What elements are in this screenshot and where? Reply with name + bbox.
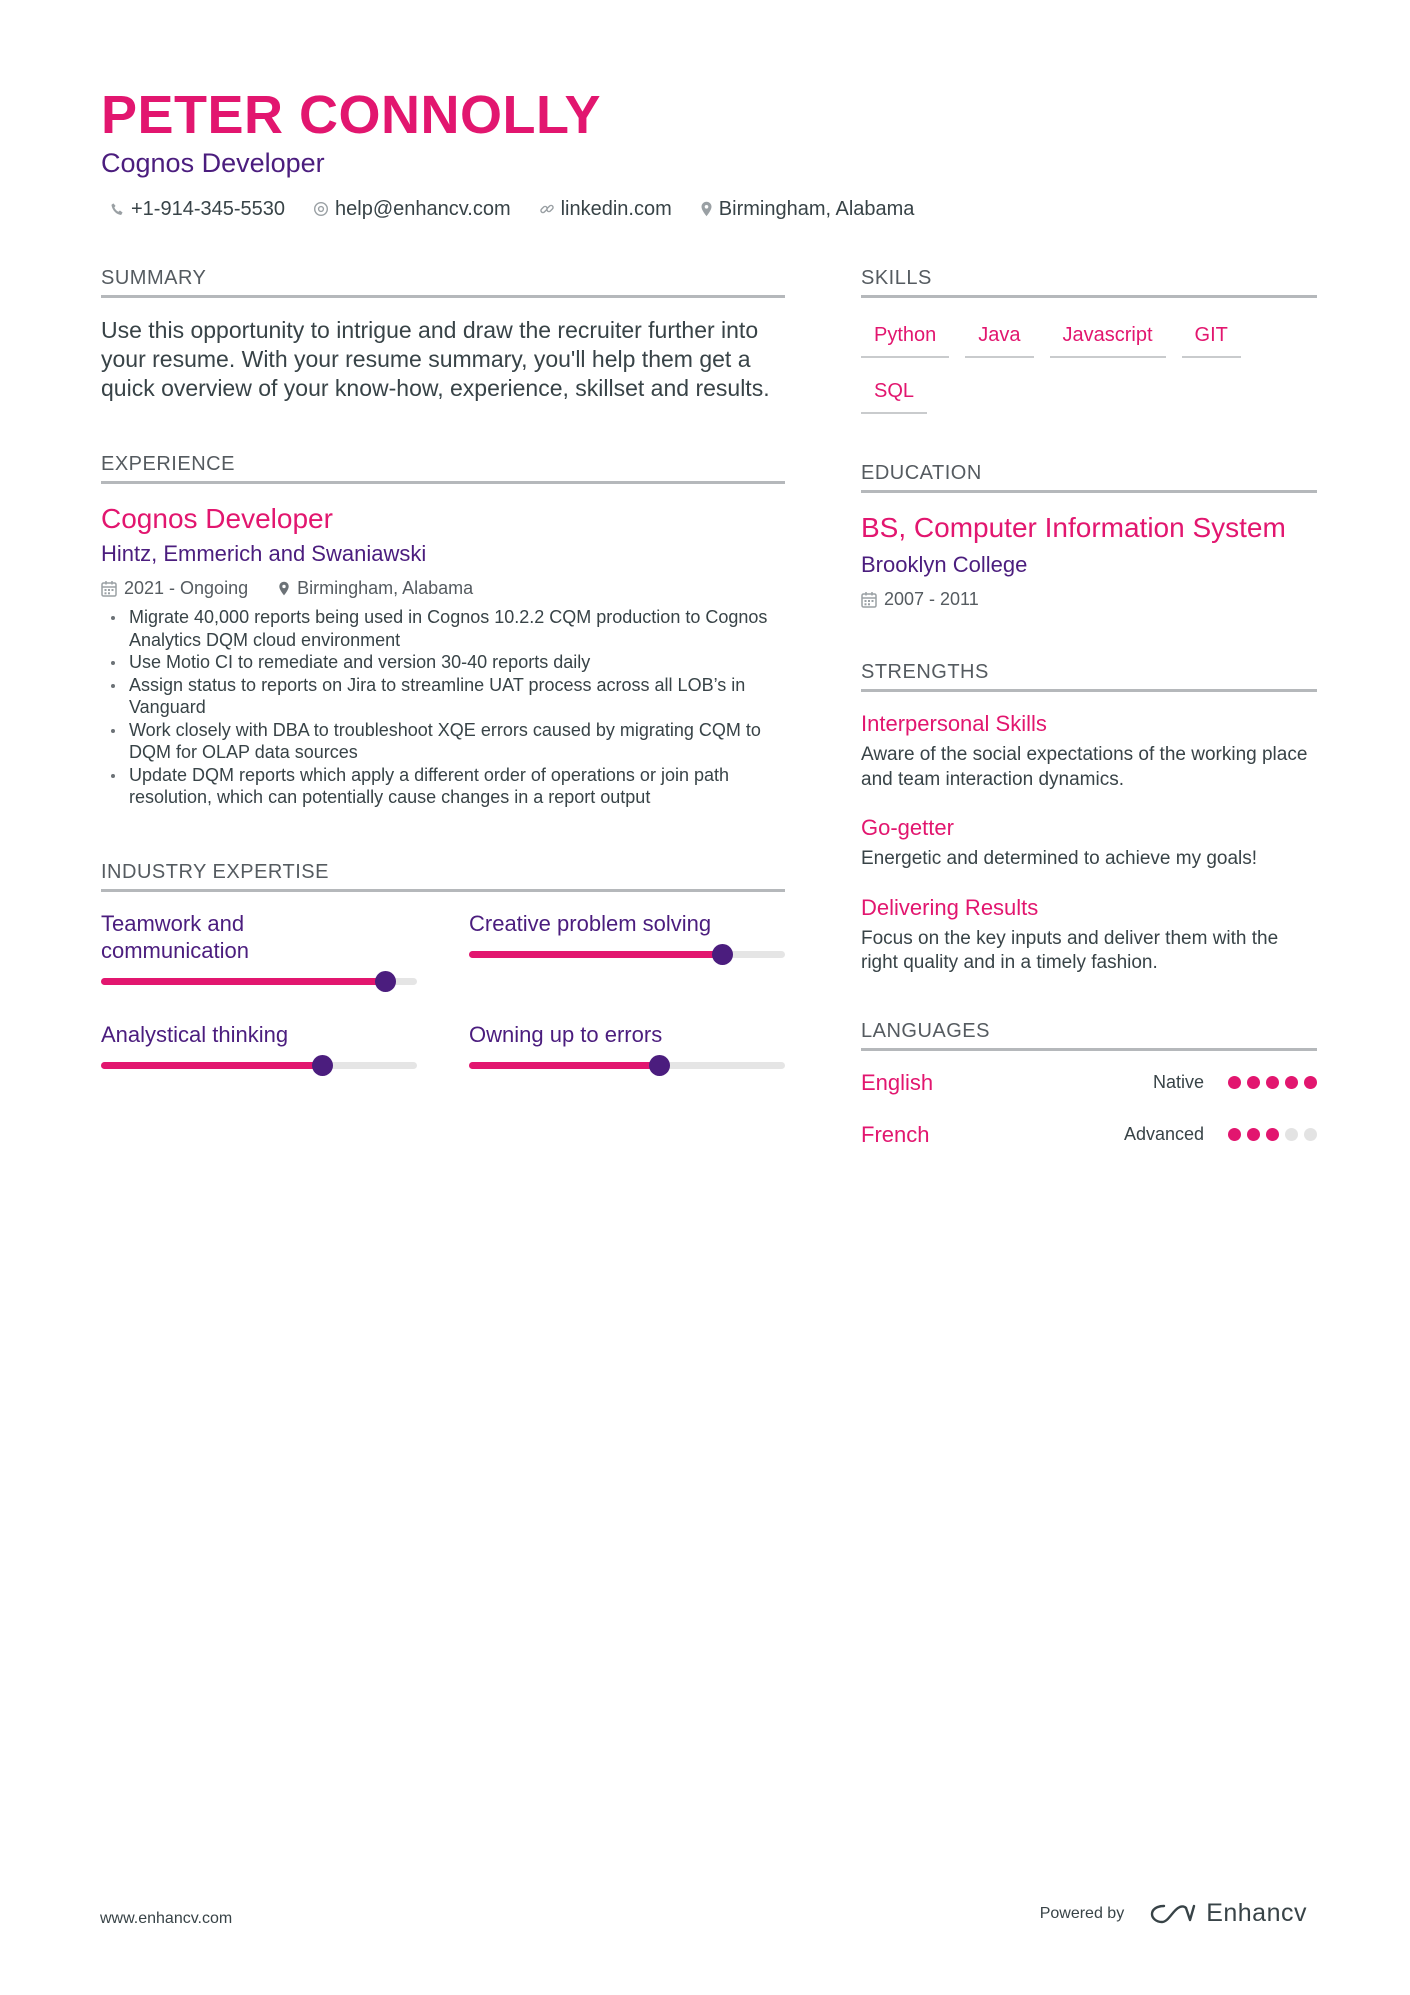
- expertise-grid: [101, 910, 785, 1069]
- footer-branding: [1040, 1899, 1307, 1928]
- strength-title: Interpersonal Skills: [861, 711, 1047, 736]
- strengths-heading: STRENGTHS: [861, 659, 1317, 692]
- education-meta: [861, 587, 1317, 611]
- expertise-item: [101, 1021, 417, 1069]
- expertise-section: [101, 859, 785, 1069]
- powered-by-text: Powered by: [1039, 1904, 1125, 1922]
- list-item: Assign status to reports on Jira to streamline UAT process across all LOB’s in Vanguard: [101, 674, 785, 719]
- experience-company: Hintz, Emmerich and Swaniawski: [101, 541, 427, 566]
- expertise-bar-fill: [469, 1062, 659, 1069]
- languages-section: [861, 1018, 1317, 1149]
- language-name: French: [861, 1121, 930, 1147]
- location-pin-icon: [278, 581, 290, 596]
- expertise-bar: [469, 1062, 785, 1069]
- phone-icon: [110, 202, 125, 217]
- language-level: Advanced: [1123, 1124, 1204, 1144]
- strength-title: Go-getter: [861, 815, 954, 840]
- contact-email[interactable]: [313, 196, 511, 222]
- list-item: Migrate 40,000 reports being used in Cognos 10.2.2 CQM production to Cognos Analytics DQM cloud environment: [101, 606, 785, 651]
- proficiency-dot: [1285, 1076, 1298, 1089]
- expertise-item: [469, 1021, 785, 1069]
- list-item: Work closely with DBA to troubleshoot XQE errors caused by migrating CQM to DQM for OLAP data sources: [101, 719, 785, 764]
- experience-location-text: Birmingham, Alabama: [297, 578, 474, 598]
- education-heading: EDUCATION: [861, 460, 1317, 493]
- expertise-bar-knob: [649, 1055, 670, 1076]
- calendar-icon: [861, 591, 877, 608]
- right-column: [861, 265, 1317, 1173]
- linkedin-text[interactable]: linkedin.com: [560, 198, 672, 220]
- expertise-item: [101, 910, 417, 985]
- education-school: Brooklyn College: [861, 552, 1028, 577]
- expertise-bar: [469, 951, 785, 958]
- experience-meta: [101, 576, 785, 600]
- proficiency-dot: [1304, 1076, 1317, 1089]
- language-row: [861, 1069, 1317, 1097]
- summary-heading: SUMMARY: [101, 265, 785, 298]
- expertise-bar-fill: [469, 951, 722, 958]
- calendar-icon: [101, 580, 117, 597]
- expertise-bar-fill: [101, 1062, 322, 1069]
- skills-heading: SKILLS: [861, 265, 1317, 298]
- skill-tag: SQL: [861, 372, 927, 414]
- experience-role: Cognos Developer: [101, 503, 333, 534]
- strength-item: [861, 894, 1317, 976]
- language-dots: [1222, 1128, 1317, 1141]
- contact-phone: [110, 196, 285, 222]
- strength-title: Delivering Results: [861, 894, 1039, 920]
- education-section: [861, 460, 1317, 611]
- language-proficiency: [1153, 1072, 1317, 1093]
- language-name: English: [861, 1069, 934, 1095]
- expertise-bar: [101, 1062, 417, 1069]
- proficiency-dot: [1266, 1076, 1279, 1089]
- summary-text: Use this opportunity to intrigue and draw the recruiter further into your resume. With your resume summary, you'll help them get a quick overview of your know-how, experience, skillset and results.: [101, 317, 770, 401]
- expertise-label: Analystical thinking: [101, 1021, 289, 1047]
- expertise-bar-knob: [312, 1055, 333, 1076]
- strength-item: [861, 814, 1317, 872]
- expertise-bar: [101, 978, 417, 985]
- strengths-section: [861, 659, 1317, 976]
- left-column: [101, 265, 785, 1069]
- expertise-heading: INDUSTRY EXPERTISE: [101, 859, 785, 892]
- contact-linkedin[interactable]: [539, 196, 672, 222]
- expertise-bar-knob: [375, 971, 396, 992]
- experience-dates: [101, 576, 248, 600]
- phone-text: +1-914-345-5530: [131, 198, 286, 220]
- proficiency-dot: [1304, 1128, 1317, 1141]
- candidate-title: Cognos Developer: [101, 148, 325, 178]
- expertise-item: [469, 910, 785, 985]
- skills-section: [861, 265, 1317, 414]
- languages-heading: LANGUAGES: [861, 1018, 1317, 1051]
- strength-desc: Focus on the key inputs and deliver them with the right quality and in a timely fashion.: [861, 927, 1279, 973]
- experience-dates-text: 2021 - Ongoing: [124, 578, 249, 598]
- expertise-label: Owning up to errors: [469, 1021, 663, 1047]
- footer-website[interactable]: www.enhancv.com: [100, 1910, 233, 1927]
- skill-tag: GIT: [1182, 316, 1241, 358]
- proficiency-dot: [1285, 1128, 1298, 1141]
- list-item: Update DQM reports which apply a different order of operations or join path resolution, which can potentially cause changes in a report output: [101, 764, 785, 809]
- expertise-bar-fill: [101, 978, 385, 985]
- language-dots: [1222, 1076, 1317, 1089]
- strength-desc: Aware of the social expectations of the working place and team interaction dynamics.: [861, 744, 1308, 790]
- skills-list: [861, 316, 1317, 414]
- skill-tag: Python: [861, 316, 949, 358]
- expertise-label: Teamwork and communication: [101, 910, 249, 963]
- proficiency-dot: [1228, 1076, 1241, 1089]
- summary-section: [101, 265, 785, 403]
- skill-tag: Java: [965, 316, 1033, 358]
- proficiency-dot: [1247, 1128, 1260, 1141]
- experience-bullets: [101, 606, 785, 809]
- location-text: Birmingham, Alabama: [718, 198, 915, 220]
- language-proficiency: [1124, 1124, 1317, 1145]
- enhancv-brand-text: Enhancv: [1206, 1899, 1307, 1927]
- expertise-bar-knob: [712, 944, 733, 965]
- experience-heading: EXPERIENCE: [101, 451, 785, 484]
- proficiency-dot: [1266, 1128, 1279, 1141]
- strength-desc: Energetic and determined to achieve my goals!: [861, 848, 1258, 869]
- location-pin-icon: [700, 201, 713, 217]
- language-level: Native: [1152, 1072, 1204, 1092]
- email-text[interactable]: help@enhancv.com: [335, 198, 511, 220]
- language-row: [861, 1121, 1317, 1149]
- candidate-name: PETER CONNOLLY: [101, 85, 602, 145]
- education-degree: BS, Computer Information System: [861, 512, 1286, 543]
- expertise-label: Creative problem solving: [469, 910, 712, 936]
- proficiency-dot: [1228, 1128, 1241, 1141]
- enhancv-logo-icon: [1150, 1902, 1196, 1926]
- education-dates: [861, 587, 979, 611]
- experience-location: [278, 576, 473, 600]
- list-item: Use Motio CI to remediate and version 30-40 reports daily: [101, 651, 785, 674]
- contact-location: [700, 196, 915, 222]
- link-icon: [539, 201, 555, 217]
- strength-item: [861, 710, 1317, 792]
- skill-tag: Javascript: [1050, 316, 1166, 358]
- proficiency-dot: [1247, 1076, 1260, 1089]
- contact-bar: [110, 196, 942, 222]
- at-icon: [313, 201, 329, 217]
- experience-section: [101, 451, 785, 809]
- education-dates-text: 2007 - 2011: [884, 589, 979, 609]
